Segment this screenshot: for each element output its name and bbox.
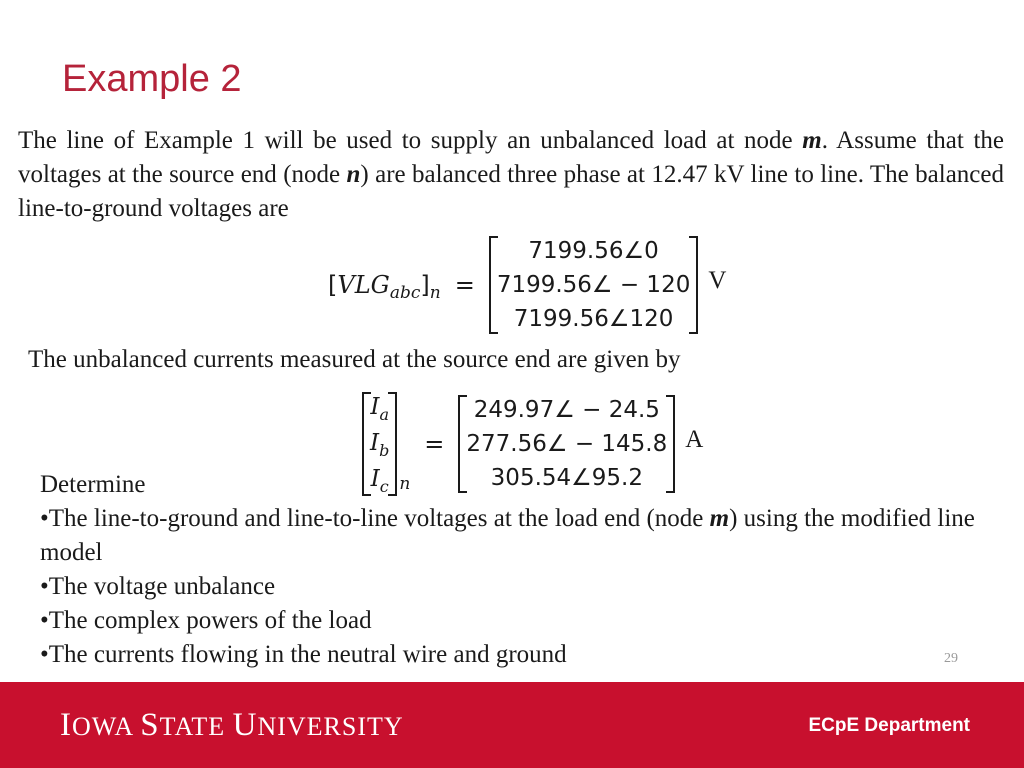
determine-heading: Determine: [40, 471, 146, 498]
intro-text-3: ) are balanced three phase at 12.47 kV line to line. The balanced line-to-ground voltages are: [18, 161, 1004, 222]
matrix-cell: 305.54∠95.2: [490, 465, 643, 491]
matrix-cell: 7199.56∠0: [528, 238, 659, 264]
voltage-equation: [328, 234, 726, 336]
node-n-label: n: [346, 161, 361, 188]
currents-paragraph: The unbalanced currents measured at the source end are given by: [28, 346, 681, 373]
determine-list: [40, 468, 980, 672]
matrix-cell: 7199.56∠ − 120: [496, 272, 691, 298]
voltage-unit: V: [708, 267, 727, 294]
voltage-lhs: [328, 271, 441, 303]
slide-title: Example 2: [62, 58, 242, 100]
current-var: $I_a$: [370, 394, 389, 424]
current-node-subscript: n: [399, 474, 411, 494]
university-logo: IOWA STATE UNIVERSITY: [60, 707, 404, 743]
matrix-cell: 277.56∠ − 145.8: [466, 431, 668, 457]
current-var: $I_b$: [370, 430, 390, 460]
lhs-node-subscript: n: [429, 283, 441, 303]
lhs-close-bracket: ]: [420, 271, 430, 299]
list-item: •The complex powers of the load: [40, 607, 372, 634]
lhs-open-bracket: [: [328, 271, 338, 299]
current-var: $I_c$: [370, 466, 389, 496]
intro-text-1: The line of Example 1 will be used to supply an unbalanced load at node: [18, 127, 803, 154]
node-m-label: m: [802, 127, 822, 154]
list-item: •The voltage unbalance: [40, 573, 276, 600]
matrix-cell: 249.97∠ − 24.5: [473, 397, 660, 423]
list-item: •The currents flowing in the neutral wire and ground: [40, 641, 567, 668]
department-label: ECpE Department: [808, 715, 970, 736]
page-number: 29: [944, 651, 958, 666]
current-unit: A: [685, 426, 704, 453]
list-item: •The line-to-ground and line-to-line voltages at the load end (node m) using the modified line model: [40, 505, 975, 566]
footer-bar: [0, 682, 1024, 768]
voltage-matrix: [489, 234, 699, 336]
lhs-variable: VLG: [337, 271, 390, 299]
intro-paragraph: [18, 124, 1004, 226]
matrix-cell: 7199.56∠120: [513, 306, 674, 332]
intro-text-2: . Assume that the voltages at the source end (node: [18, 127, 1004, 188]
node-m-label: m: [709, 505, 730, 532]
equals-sign: =: [454, 271, 475, 299]
lhs-subscript: abc: [389, 283, 421, 303]
equals-sign: =: [424, 430, 445, 458]
